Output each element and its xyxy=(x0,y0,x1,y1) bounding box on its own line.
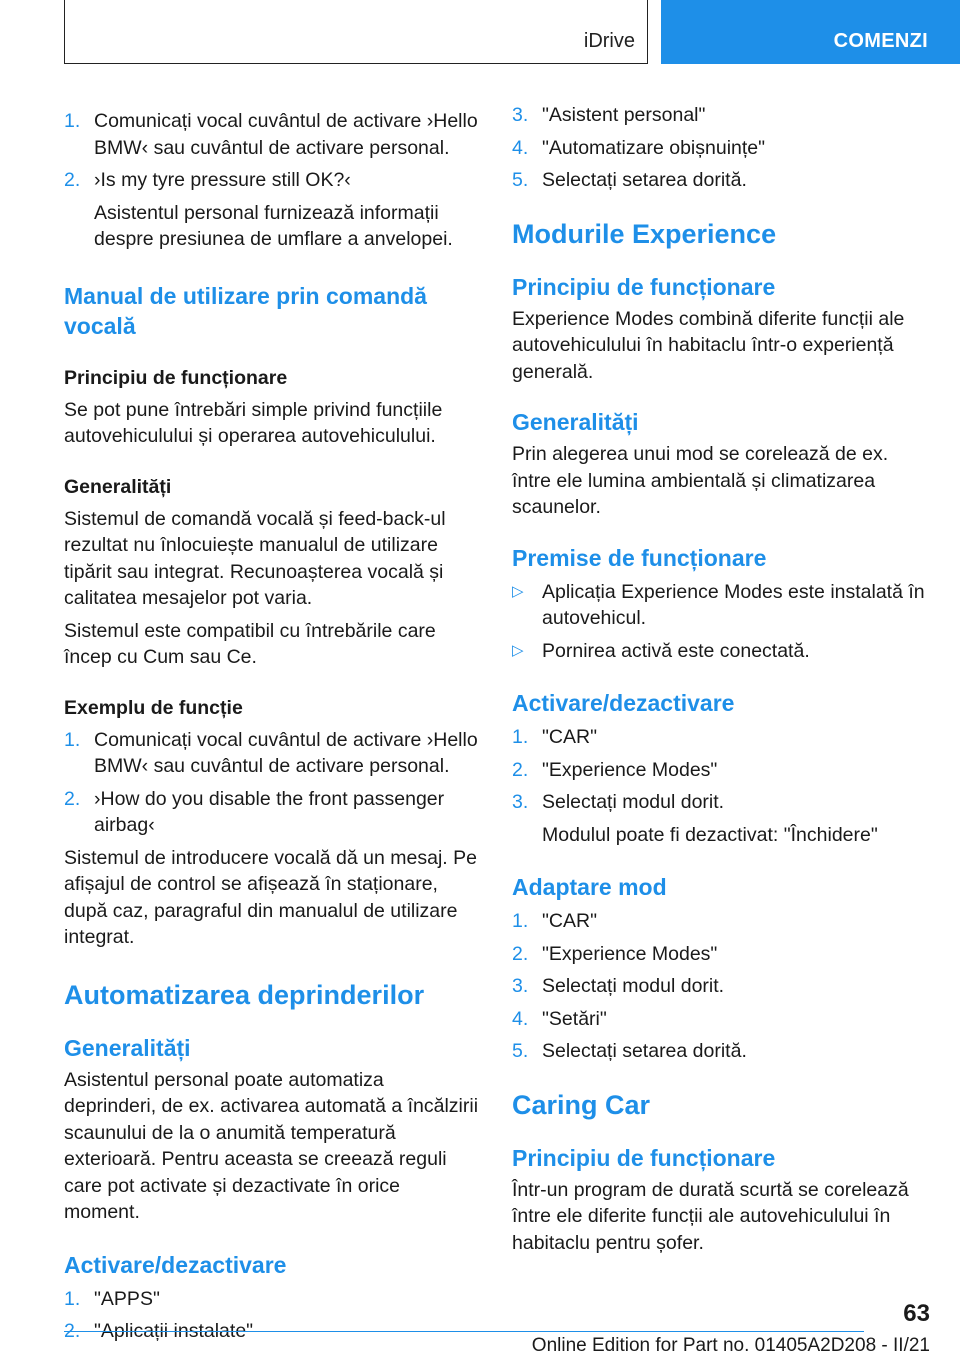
chapter-heading: Automatizarea deprinderilor xyxy=(64,979,425,1010)
paragraph: Sistemul de introducere vocală dă un mesaj. Pe afișajul de control se afișează în staționare, după caz, paragraful din manualul de utilizare integrat. xyxy=(64,846,477,948)
list-text: "CAR" xyxy=(542,726,598,748)
list-item xyxy=(512,941,930,968)
header-tab[interactable] xyxy=(661,0,960,64)
section-heading: Principiu de funcționare xyxy=(512,273,776,300)
list-text: "Experience Modes" xyxy=(542,758,718,781)
list-item xyxy=(512,908,930,935)
list-text: Comunicați vocal cuvântul de activare ›Hello BMW‹ sau cuvântul de activare personal. xyxy=(94,110,478,159)
section-heading: Generalități xyxy=(64,1034,191,1061)
list-text: Comunicați vocal cuvântul de activare ›Hello BMW‹ sau cuvântul de activare personal. xyxy=(94,728,478,777)
list-item xyxy=(512,789,930,816)
paragraph: Sistemul este compatibil cu întrebările care încep cu Cum sau Ce. xyxy=(64,619,436,668)
paragraph: Asistentul personal poate automatiza deprinderi, de ex. activarea automată a încălzirii scaunului de la o anumită temperatură exterioară. Pentru aceasta se creează reguli care pot activate și dezactivate în orice moment. xyxy=(64,1068,479,1223)
list-number: 1. xyxy=(512,726,529,748)
list-number: 3. xyxy=(512,791,529,813)
list-number: 2. xyxy=(64,169,81,191)
list-number: 2. xyxy=(512,942,529,965)
chapter-heading: Caring Car xyxy=(512,1089,651,1120)
list-item xyxy=(64,727,480,780)
section-heading: Principiu de funcționare xyxy=(512,1144,776,1171)
section-heading: Premise de funcționare xyxy=(512,544,767,571)
list-number: 2. xyxy=(64,1320,81,1342)
list-item xyxy=(512,1006,930,1033)
list-number: 3. xyxy=(512,104,529,126)
right-column xyxy=(512,102,930,1256)
paragraph: Prin alegerea unui mod se corelează de ex. între ele lumina ambientală și climatizarea scaunelor. xyxy=(512,443,889,518)
list-text: ›Is my tyre pressure still OK?‹ xyxy=(94,169,351,191)
list-number: 2. xyxy=(512,758,529,781)
triangle-bullet-icon: ▷ xyxy=(512,641,524,659)
list-item xyxy=(64,167,480,194)
list-number: 5. xyxy=(512,169,529,191)
list-text: Selectați setarea dorită. xyxy=(542,1040,747,1062)
footer-divider xyxy=(64,1331,864,1332)
list-number: 3. xyxy=(512,975,529,997)
list-item xyxy=(512,724,930,751)
paragraph: Se pot pune întrebări simple privind funcțiile autovehiculului și operarea autovehiculului. xyxy=(64,398,443,447)
list-number: 2. xyxy=(64,787,81,810)
list-item xyxy=(512,973,930,1000)
section-heading: Adaptare mod xyxy=(512,874,667,900)
bullet-item xyxy=(512,579,930,632)
list-item xyxy=(64,1286,480,1313)
list-item xyxy=(512,135,930,162)
list-text: "Experience Modes" xyxy=(542,942,718,965)
list-number: 1. xyxy=(64,728,81,751)
subheading: Principiu de funcționare xyxy=(64,366,288,389)
list-item xyxy=(512,167,930,194)
header-section-title: iDrive xyxy=(583,30,635,52)
list-text: "Setări" xyxy=(542,1007,607,1030)
list-note: Modulul poate fi dezactivat: "Închidere" xyxy=(542,823,878,846)
section-heading: Manual de utilizare prin comandă vocală xyxy=(64,282,427,339)
list-note: Asistentul personal furnizează informații despre presiunea de umflare a anvelopei. xyxy=(94,201,453,250)
page-number: 63 xyxy=(903,1300,930,1327)
list-text: Selectați setarea dorită. xyxy=(542,169,747,191)
list-number: 4. xyxy=(512,136,529,159)
list-text: "Aplicații instalate" xyxy=(94,1320,254,1342)
list-number: 1. xyxy=(64,1287,81,1310)
left-column xyxy=(64,108,480,1351)
list-text: "Asistent personal" xyxy=(542,104,706,126)
list-number: 1. xyxy=(64,110,81,132)
subheading: Generalități xyxy=(64,475,172,498)
list-number: 4. xyxy=(512,1007,529,1030)
triangle-bullet-icon: ▷ xyxy=(512,582,524,600)
list-number: 5. xyxy=(512,1040,529,1062)
list-item xyxy=(64,108,480,161)
paragraph: Într-un program de durată scurtă se corelează între ele diferite funcții ale autovehiculului în habitaclu pentru șofer. xyxy=(512,1178,909,1254)
list-number: 1. xyxy=(512,910,529,932)
chapter-heading: Modurile Experience xyxy=(512,218,777,249)
list-text: "CAR" xyxy=(542,910,598,932)
list-text: "Automatizare obișnuințe" xyxy=(542,136,766,159)
footer-edition: Online Edition for Part no. 01405A2D208 - II/21 xyxy=(531,1335,930,1356)
list-item xyxy=(512,757,930,784)
list-text: "APPS" xyxy=(94,1287,160,1310)
list-text: Selectați modul dorit. xyxy=(542,791,725,813)
list-text: ›How do you disable the front passenger airbag‹ xyxy=(94,787,445,836)
list-text: Pornirea activă este conectată. xyxy=(542,639,810,662)
section-heading: Generalități xyxy=(512,409,639,435)
list-item xyxy=(512,1038,930,1065)
bullet-item xyxy=(512,638,930,665)
paragraph: Experience Modes combină diferite funcții ale autovehiculului în habitaclu într-o experiență generală. xyxy=(512,307,905,383)
paragraph: Sistemul de comandă vocală și feed-back-ul rezultat nu înlocuiește manualul de utilizare tipărit sau integrat. Recunoașterea vocală și calitatea mesajelor pot varia. xyxy=(64,507,446,609)
list-text: Aplicația Experience Modes este instalată în autovehicul. xyxy=(542,580,925,629)
section-heading: Activare/dezactivare xyxy=(512,690,735,716)
list-item xyxy=(512,102,930,129)
subheading: Exemplu de funcție xyxy=(64,696,243,719)
section-heading: Activare/dezactivare xyxy=(64,1251,287,1278)
list-text: Selectați modul dorit. xyxy=(542,975,725,997)
header-tab-label: COMENZI xyxy=(833,30,928,52)
header-section-box xyxy=(64,0,648,64)
list-item xyxy=(64,786,480,839)
